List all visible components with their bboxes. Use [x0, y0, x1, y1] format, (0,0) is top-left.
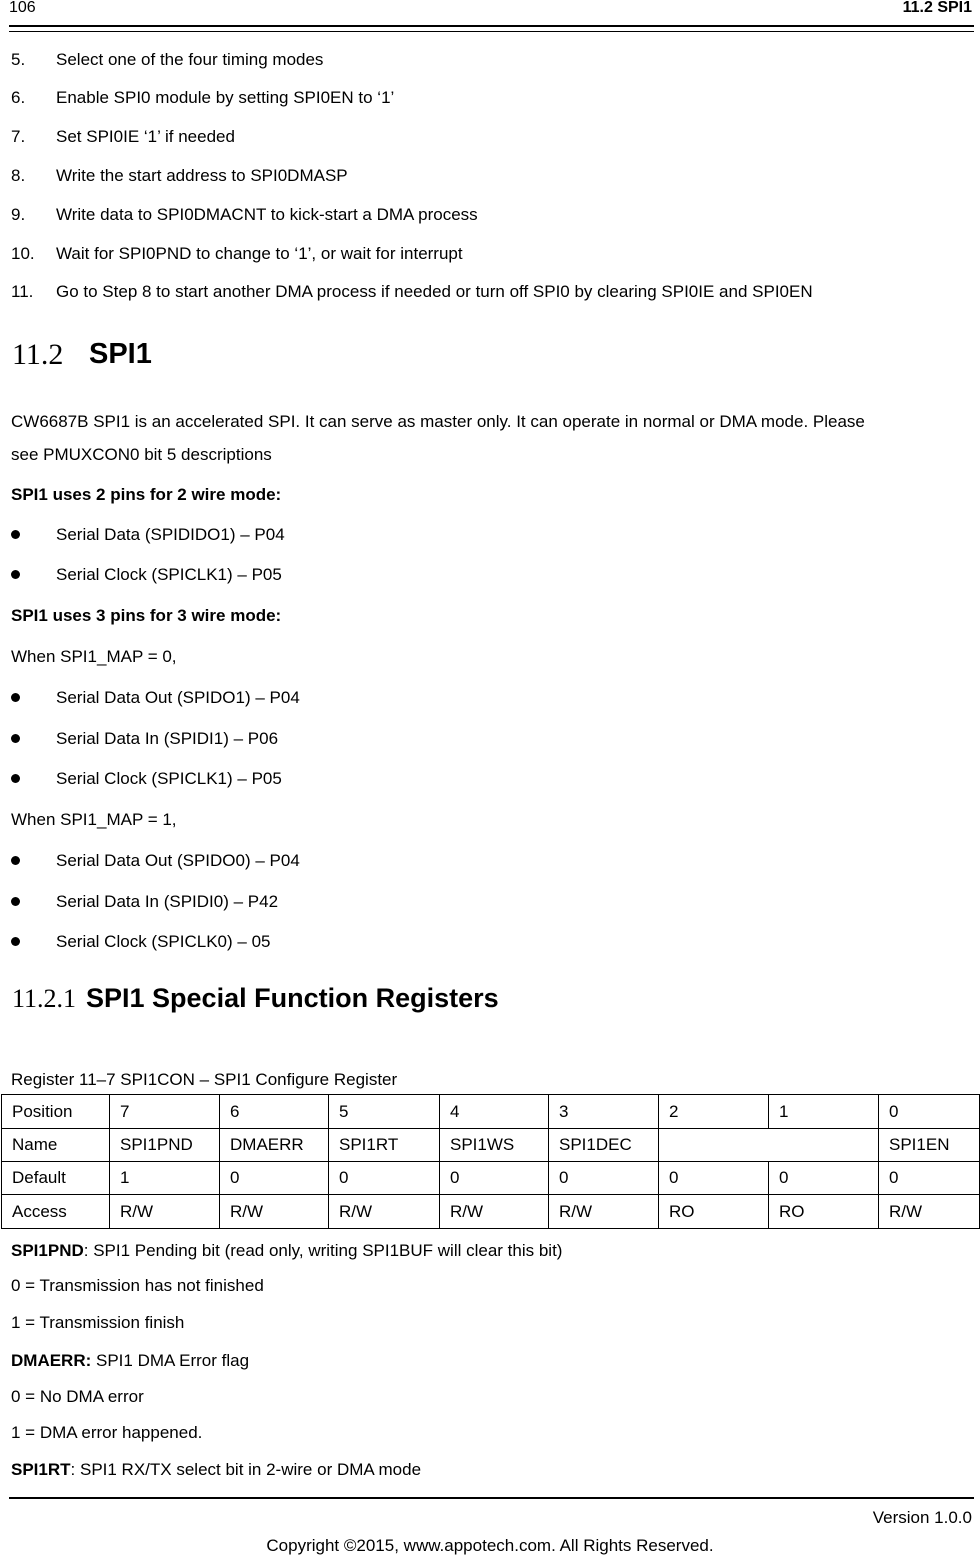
subsection-number: 11.2.1 — [12, 984, 77, 1013]
step-number: 6. — [11, 88, 26, 107]
step-number: 7. — [11, 127, 26, 146]
table-cell: 1 — [110, 1162, 220, 1195]
intro-paragraph-line-1: CW6687B SPI1 is an accelerated SPI. It can serve as master only. It can operate in normal or DMA mode. Please — [11, 412, 865, 431]
bit-name: SPI1PND — [11, 1241, 84, 1260]
table-cell: 0 — [220, 1162, 329, 1195]
step-text: Set SPI0IE ‘1’ if needed — [56, 127, 235, 146]
table-cell: Position — [2, 1095, 110, 1129]
table-cell: R/W — [220, 1195, 329, 1229]
pin-item: Serial Clock (SPICLK1) – P05 — [56, 565, 282, 584]
dmaerr-value-0: 0 = No DMA error — [11, 1387, 144, 1406]
table-cell: R/W — [110, 1195, 220, 1229]
table-cell: 5 — [329, 1095, 440, 1129]
table-cell: 0 — [879, 1095, 980, 1129]
step-text: Select one of the four timing modes — [56, 50, 324, 69]
table-cell: 7 — [110, 1095, 220, 1129]
step-text: Enable SPI0 module by setting SPI0EN to ‘1’ — [56, 88, 395, 107]
spi1pnd-value-1: 1 = Transmission finish — [11, 1313, 185, 1332]
footer-rule — [9, 1497, 974, 1499]
three-wire-heading: SPI1 uses 3 pins for 3 wire mode: — [11, 606, 282, 625]
table-cell: R/W — [879, 1195, 980, 1229]
dmaerr-value-1: 1 = DMA error happened. — [11, 1423, 203, 1442]
bullet-icon — [11, 530, 20, 539]
page-number: 106 — [9, 0, 36, 16]
pin-item: Serial Data Out (SPIDO0) – P04 — [56, 851, 300, 870]
map0-label: When SPI1_MAP = 0, — [11, 647, 177, 666]
bullet-icon — [11, 734, 20, 743]
bit-name: SPI1RT — [11, 1460, 71, 1479]
pin-item: Serial Data In (SPIDI1) – P06 — [56, 729, 279, 748]
bit-text: SPI1 DMA Error flag — [91, 1351, 250, 1370]
bit-name: DMAERR: — [11, 1351, 92, 1370]
table-cell: 2 — [659, 1095, 769, 1129]
spi1pnd-value-0: 0 = Transmission has not finished — [11, 1276, 264, 1295]
subsection-title: SPI1 Special Function Registers — [86, 983, 499, 1013]
table-cell: 4 — [440, 1095, 549, 1129]
table-cell: SPI1RT — [329, 1129, 440, 1162]
intro-paragraph-line-2: see PMUXCON0 bit 5 descriptions — [11, 445, 272, 464]
table-row — [2, 1129, 980, 1162]
bullet-icon — [11, 693, 20, 702]
bit-text: : SPI1 Pending bit (read only, writing SPI1BUF will clear this bit) — [83, 1241, 563, 1260]
table-cell: 0 — [879, 1162, 980, 1195]
table-cell: SPI1DEC — [549, 1129, 659, 1162]
table-cell: DMAERR — [220, 1129, 329, 1162]
pin-item: Serial Clock (SPICLK1) – P05 — [56, 769, 282, 788]
table-row — [2, 1162, 980, 1195]
table-cell: Access — [2, 1195, 110, 1229]
bullet-icon — [11, 937, 20, 946]
spi1rt-description — [11, 1460, 421, 1480]
table-row — [2, 1195, 980, 1229]
bullet-icon — [11, 570, 20, 579]
step-text: Go to Step 8 to start another DMA process if needed or turn off SPI0 by clearing SPI0IE and SPI0EN — [56, 282, 813, 301]
table-cell: R/W — [549, 1195, 659, 1229]
spi1pnd-description — [11, 1241, 562, 1261]
step-number: 10. — [11, 244, 35, 263]
table-cell: Name — [2, 1129, 110, 1162]
step-text: Wait for SPI0PND to change to ‘1’, or wait for interrupt — [56, 244, 463, 263]
register-caption: Register 11–7 SPI1CON – SPI1 Configure Register — [11, 1070, 398, 1089]
table-cell — [659, 1129, 879, 1162]
pin-item: Serial Data In (SPIDI0) – P42 — [56, 892, 279, 911]
dmaerr-description — [11, 1351, 249, 1371]
section-title: SPI1 — [89, 338, 152, 370]
step-number: 8. — [11, 166, 26, 185]
register-table — [1, 1094, 980, 1229]
table-cell: 3 — [549, 1095, 659, 1129]
table-cell: RO — [659, 1195, 769, 1229]
table-cell: SPI1EN — [879, 1129, 980, 1162]
table-cell: R/W — [329, 1195, 440, 1229]
step-text: Write data to SPI0DMACNT to kick-start a DMA process — [56, 205, 478, 224]
table-cell: R/W — [440, 1195, 549, 1229]
table-cell: 0 — [549, 1162, 659, 1195]
two-wire-heading: SPI1 uses 2 pins for 2 wire mode: — [11, 485, 282, 504]
copyright-notice: Copyright ©2015, www.appotech.com. All Rights Reserved. — [266, 1536, 714, 1555]
table-cell: SPI1PND — [110, 1129, 220, 1162]
table-cell: 0 — [659, 1162, 769, 1195]
pin-item: Serial Data (SPIDIDO1) – P04 — [56, 525, 285, 544]
table-cell: RO — [769, 1195, 879, 1229]
section-number: 11.2 — [12, 338, 64, 371]
step-number: 9. — [11, 205, 26, 224]
header-rule-thin — [9, 31, 974, 32]
header-rule — [9, 25, 974, 27]
table-cell: Default — [2, 1162, 110, 1195]
table-cell: 0 — [769, 1162, 879, 1195]
running-header-section: 11.2 SPI1 — [902, 0, 972, 16]
map1-label: When SPI1_MAP = 1, — [11, 810, 177, 829]
table-row — [2, 1095, 980, 1129]
bullet-icon — [11, 774, 20, 783]
pin-item: Serial Clock (SPICLK0) – 05 — [56, 932, 271, 951]
pin-item: Serial Data Out (SPIDO1) – P04 — [56, 688, 300, 707]
table-cell: 6 — [220, 1095, 329, 1129]
step-number: 11. — [11, 282, 34, 301]
table-cell: 0 — [440, 1162, 549, 1195]
step-text: Write the start address to SPI0DMASP — [56, 166, 348, 185]
bullet-icon — [11, 856, 20, 865]
table-cell: 1 — [769, 1095, 879, 1129]
version-label: Version 1.0.0 — [872, 1508, 972, 1527]
bullet-icon — [11, 897, 20, 906]
table-cell: SPI1WS — [440, 1129, 549, 1162]
step-number: 5. — [11, 50, 26, 69]
bit-text: : SPI1 RX/TX select bit in 2-wire or DMA mode — [70, 1460, 422, 1479]
table-cell: 0 — [329, 1162, 440, 1195]
